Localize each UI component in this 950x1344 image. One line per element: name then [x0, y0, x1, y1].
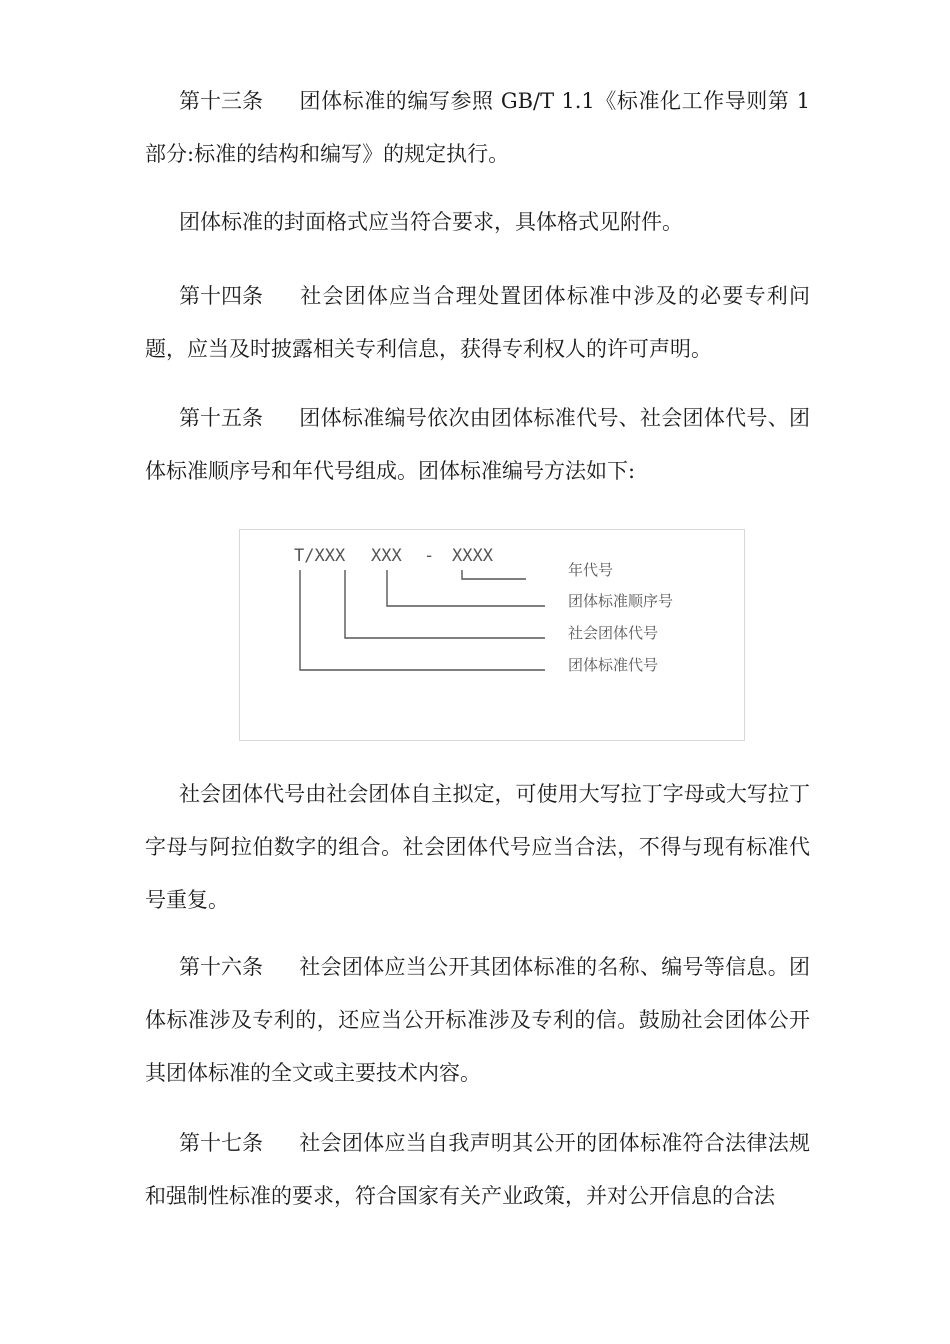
article-number: 第十六条	[179, 955, 263, 979]
code-org-text: XXX	[371, 546, 402, 566]
paragraph-text: 团体标准的编写参照 GB/T 1.1《标准化工作导则第 1 部分:标准的结构和编写》的规定执行。	[145, 89, 810, 166]
sequence-connector-line	[387, 570, 545, 606]
code-year-text: XXXX	[452, 546, 493, 566]
paragraph-text: 社会团体代号由社会团体自主拟定，可使用大写拉丁字母或大写拉丁字母与阿拉伯数字的组合。社会团体代号应当合法，不得与现有标准代号重复。	[145, 782, 810, 912]
article-number: 第十四条	[179, 284, 263, 308]
year-connector-line	[462, 570, 526, 579]
article-14-paragraph	[145, 270, 810, 376]
code-dash-text: -	[424, 546, 435, 566]
label-year: 年代号	[568, 561, 614, 579]
paragraph-text: 团体标准编号依次由团体标准代号、社会团体代号、团体标准顺序号和年代号组成。团体标准编号方法如下:	[145, 406, 810, 483]
standard-number-diagram-svg	[240, 530, 744, 740]
label-org: 社会团体代号	[568, 624, 659, 642]
label-standard: 团体标准代号	[568, 656, 659, 674]
org-connector-line	[345, 570, 545, 638]
standard-connector-line	[300, 570, 545, 670]
article-13-paragraph	[145, 75, 810, 181]
article-17-paragraph	[145, 1117, 810, 1223]
code-prefix-text: T/XXX	[294, 546, 346, 566]
paragraph-text: 团体标准的封面格式应当符合要求，具体格式见附件。	[179, 210, 683, 234]
cover-format-paragraph	[145, 196, 810, 249]
article-15-paragraph	[145, 392, 810, 498]
article-number: 第十七条	[179, 1131, 263, 1155]
org-code-paragraph	[145, 768, 810, 927]
standard-number-diagram	[239, 529, 745, 741]
paragraph-text: 社会团体应当公开其团体标准的名称、编号等信息。团体标准涉及专利的，还应当公开标准涉及专利的信。鼓励社会团体公开其团体标准的全文或主要技术内容。	[145, 955, 810, 1085]
label-sequence: 团体标准顺序号	[568, 592, 674, 610]
paragraph-text: 社会团体应当自我声明其公开的团体标准符合法律法规和强制性标准的要求，符合国家有关产业政策，并对公开信息的合法	[145, 1131, 810, 1208]
article-16-paragraph	[145, 941, 810, 1100]
article-number: 第十五条	[179, 406, 263, 430]
article-number: 第十三条	[179, 89, 263, 113]
paragraph-text: 社会团体应当合理处置团体标准中涉及的必要专利问题，应当及时披露相关专利信息，获得专利权人的许可声明。	[145, 284, 810, 361]
